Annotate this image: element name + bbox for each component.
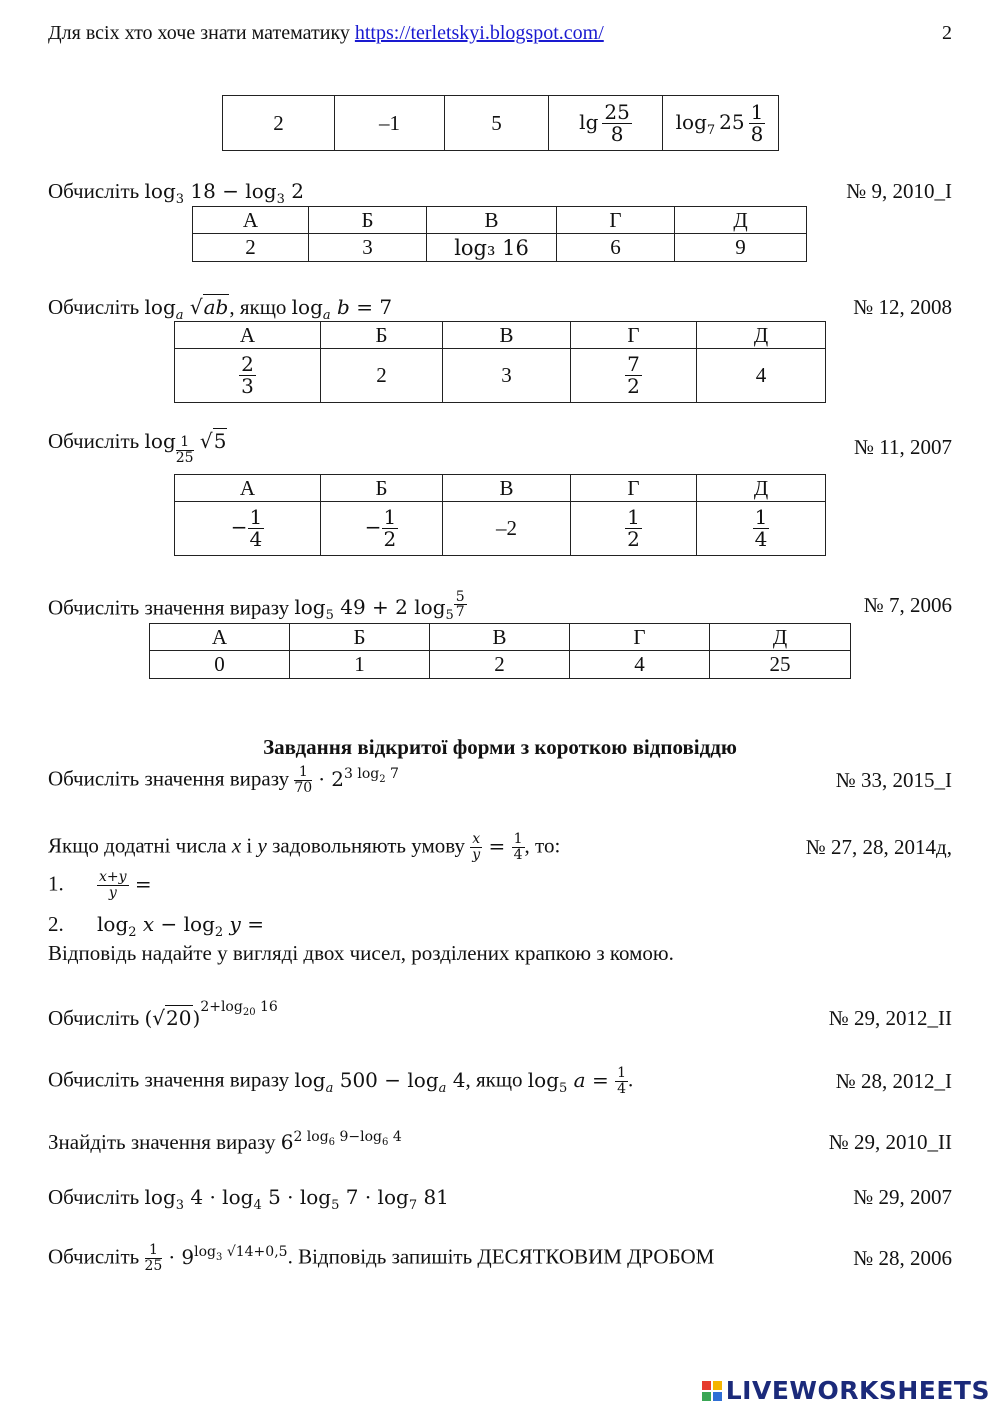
answer-table-2 <box>174 321 826 403</box>
task-statement: Обчисліть значення виразу $\frac{1}{70}$ · $2^{3 log_2 7}$ <box>48 763 399 796</box>
answer-table-3 <box>174 474 826 556</box>
option-value[interactable]: 0 <box>150 651 290 679</box>
option-value[interactable]: − $\frac{1}{2}$ <box>321 502 443 556</box>
option-value[interactable]: 4 <box>697 349 826 403</box>
option-letter: А <box>150 624 290 651</box>
task-statement: Обчисліть значення виразу $\log_5 49 + 2$ $\log_5$ $\frac{5}{7}$ <box>48 588 465 624</box>
option-value[interactable]: log₃ 16 <box>427 234 557 262</box>
task-statement: Обчисліть $\frac{1}{25}$ · $9^{log_3 √14+0,5}$. Відповідь запишіть ДЕСЯТКОВИМ ДРОБОМ <box>48 1241 715 1274</box>
option-value[interactable]: 2 <box>430 651 570 679</box>
task-statement: Обчисліть $\log_a √ab$, якщо $\log_a b = 7$ <box>48 294 393 323</box>
open-task-27-28-2014 <box>48 832 952 862</box>
option-letter: Д <box>697 322 826 349</box>
answer-cell[interactable]: 2 <box>223 96 335 151</box>
sub-question-1: 1. $\frac{x+y}{y}$ = <box>48 869 152 901</box>
task-reference: № 9, 2010_I <box>846 178 952 203</box>
task-reference: № 7, 2006 <box>863 592 952 617</box>
answer-cell[interactable]: lg $\frac{25}{8}$ <box>549 96 663 151</box>
answer-cell[interactable]: –1 <box>335 96 445 151</box>
task-reference: № 29, 2010_II <box>828 1129 952 1154</box>
task-reference: № 29, 2007 <box>853 1184 952 1209</box>
task-statement: Обчисліть log $\frac{1}{25}$ √5 <box>48 428 227 466</box>
page-number: 2 <box>942 22 952 44</box>
task-7-2006 <box>48 588 952 624</box>
option-letter: Б <box>321 322 443 349</box>
open-task-28-2006 <box>48 1243 952 1273</box>
option-value[interactable]: 1 <box>290 651 430 679</box>
sub-question-2: 2. $\log_2 x - \log_2 y$ = <box>48 912 264 940</box>
option-letter: В <box>430 624 570 651</box>
option-letter: В <box>443 322 571 349</box>
blog-link[interactable]: https://terletskyi.blogspot.com/ <box>354 22 604 44</box>
option-value[interactable]: $\frac{7}{2}$ <box>571 349 697 403</box>
open-task-33-2015 <box>48 765 952 795</box>
option-value[interactable]: $\frac{1}{4}$ <box>697 502 826 556</box>
task-reference: № 28, 2006 <box>853 1245 952 1270</box>
option-value[interactable]: $\frac{1}{2}$ <box>571 502 697 556</box>
task-statement: Обчисліть $\log_3 4 \cdot \log_4 5 \cdot \log_5 7 \cdot \log_7 81$ <box>48 1184 449 1213</box>
option-letter: Г <box>571 322 697 349</box>
option-letter: В <box>427 207 557 234</box>
header-text: Для всіх хто хоче знати математику <box>48 22 350 44</box>
task-reference: № 12, 2008 <box>853 294 952 319</box>
option-letter: Г <box>557 207 675 234</box>
task-reference: № 29, 2012_II <box>828 1005 952 1030</box>
open-task-29-2010 <box>48 1127 952 1157</box>
task-statement: Знайдіть значення виразу $6^{2 log_6 9-log_6 4}$ <box>48 1128 402 1154</box>
option-value[interactable]: 2 <box>321 349 443 403</box>
option-letter: Д <box>710 624 851 651</box>
option-letter: Д <box>675 207 807 234</box>
option-letter: А <box>193 207 309 234</box>
task-statement: Обчисліть $(√20)^{2+log_{20} 16}$ <box>48 998 278 1030</box>
option-letter: Б <box>309 207 427 234</box>
option-value[interactable]: 3 <box>443 349 571 403</box>
logo-text: LIVEWORKSHEETS <box>725 1376 990 1405</box>
answer-cell[interactable]: 5 <box>445 96 549 151</box>
task-9-2010 <box>48 176 952 206</box>
answer-table-4 <box>149 623 851 679</box>
option-value[interactable]: 2 <box>193 234 309 262</box>
option-letter: В <box>443 475 571 502</box>
top-answer-table <box>222 95 779 151</box>
section-title: Завдання відкритої форми з короткою відповіддю <box>263 735 737 759</box>
option-letter: Г <box>570 624 710 651</box>
task-statement: Якщо додатні числа x i y задовольняють умову $\frac{x}{y}$ = $\frac{1}{4}$ , то: <box>48 830 561 863</box>
option-value[interactable]: 9 <box>675 234 807 262</box>
open-task-29-2012 <box>48 998 952 1033</box>
answer-instruction: Відповідь надайте у вигляді двох чисел, розділених крапкою з комою. <box>48 941 674 965</box>
task-11-2007 <box>48 428 952 466</box>
task-12-2008 <box>48 292 952 322</box>
open-task-28-2012 <box>48 1066 952 1096</box>
option-value[interactable]: − $\frac{1}{4}$ <box>175 502 321 556</box>
option-value[interactable]: 6 <box>557 234 675 262</box>
task-reference: № 28, 2012_I <box>835 1068 952 1093</box>
task-reference: № 11, 2007 <box>853 434 952 459</box>
task-statement: Обчисліть значення виразу $\log_a 500 - \log_a 4$, якщо $\log_5 a$ = $\frac{1}{4}$ . <box>48 1064 634 1097</box>
answer-table-1 <box>192 206 807 262</box>
option-value[interactable]: $\frac{2}{3}$ <box>175 349 321 403</box>
option-value[interactable]: 4 <box>570 651 710 679</box>
option-letter: А <box>175 475 321 502</box>
option-value[interactable]: –2 <box>443 502 571 556</box>
answer-cell[interactable]: $\log_7 25$ $\frac{1}{8}$ <box>663 96 779 151</box>
option-value[interactable]: 3 <box>309 234 427 262</box>
logo-icon <box>702 1381 722 1401</box>
task-reference: № 33, 2015_I <box>835 767 952 792</box>
page-header <box>48 22 604 45</box>
task-statement: Обчисліть $\log_3 18 - \log_3 2$ <box>48 178 304 207</box>
option-value[interactable]: 25 <box>710 651 851 679</box>
option-letter: Г <box>571 475 697 502</box>
liveworksheets-logo <box>702 1376 990 1405</box>
option-letter: А <box>175 322 321 349</box>
option-letter: Д <box>697 475 826 502</box>
task-reference: № 27, 28, 2014д, <box>805 834 952 859</box>
open-task-29-2007 <box>48 1182 952 1212</box>
option-letter: Б <box>321 475 443 502</box>
option-letter: Б <box>290 624 430 651</box>
